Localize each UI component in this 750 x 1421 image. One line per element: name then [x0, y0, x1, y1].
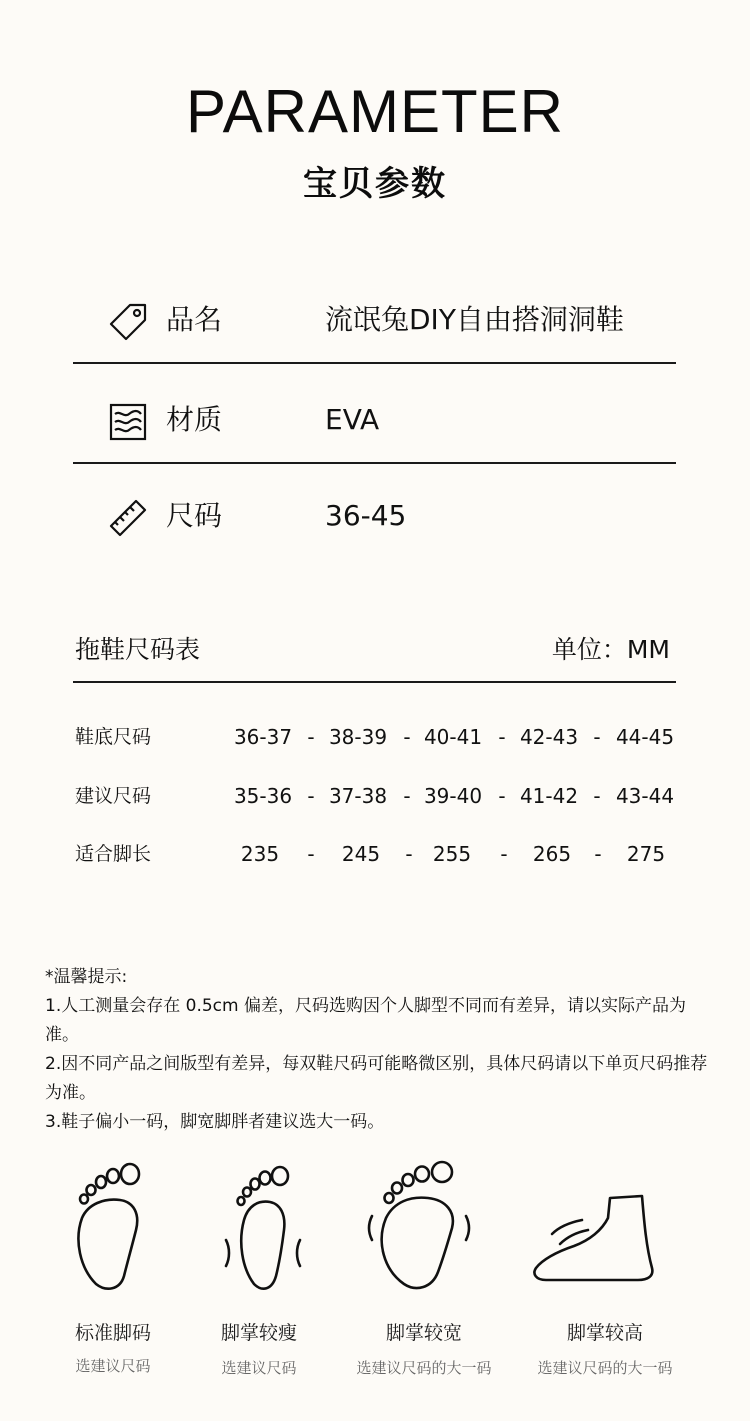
size-cell: 35-36: [233, 784, 293, 808]
tip-item: 1.人工测量会存在 0.5cm 偏差，尺码选购因个人脚型不同而有差异，请以实际产品为准。: [45, 996, 686, 1045]
size-separator: -: [307, 725, 315, 749]
size-cell: 40-41: [423, 725, 483, 749]
size-row-foot-length: [0, 839, 750, 871]
size-row-label: 建议尺码: [75, 785, 152, 807]
foot-type-title: 脚掌较宽: [385, 1322, 462, 1344]
standard-foot-icon: [60, 1160, 170, 1290]
size-separator: -: [307, 784, 315, 808]
param-row-size: [0, 484, 750, 544]
param-value: 流氓兔DIY自由搭洞洞鞋: [325, 303, 624, 336]
size-separator: -: [594, 842, 602, 866]
page-title-zh: 宝贝参数: [303, 164, 447, 204]
size-cell: 38-39: [328, 725, 388, 749]
size-table-title: 拖鞋尺码表: [75, 635, 201, 664]
ruler-icon: [108, 498, 148, 538]
size-separator: -: [500, 842, 508, 866]
narrow-foot-icon: [210, 1160, 320, 1290]
size-cell: 39-40: [423, 784, 483, 808]
size-cell: 41-42: [519, 784, 579, 808]
size-separator: -: [593, 725, 601, 749]
page-title-en: PARAMETER: [186, 78, 564, 145]
divider: [73, 462, 676, 464]
size-table-unit: 单位：MM: [551, 635, 670, 664]
size-row-recommended: [0, 781, 750, 813]
param-label: 材质: [166, 403, 223, 436]
material-icon: [108, 402, 148, 442]
size-separator: -: [403, 784, 411, 808]
foot-type-title: 脚掌较瘦: [220, 1322, 297, 1344]
foot-type-subtitle: 选建议尺码: [75, 1357, 151, 1375]
tip-item: 3.鞋子偏小一码，脚宽脚胖者建议选大一码。: [45, 1112, 385, 1132]
foot-type-title: 脚掌较高: [566, 1322, 643, 1344]
size-separator: -: [307, 842, 315, 866]
size-cell: 255: [432, 842, 472, 866]
foot-type-subtitle: 选建议尺码的大一码: [356, 1359, 492, 1377]
size-cell: 275: [626, 842, 666, 866]
size-separator: -: [498, 725, 506, 749]
size-cell: 42-43: [519, 725, 579, 749]
size-cell: 37-38: [328, 784, 388, 808]
tip-item: 2.因不同产品之间版型有差异，每双鞋尺码可能略微区别，具体尺码请以下单页尺码推荐为准。: [45, 1054, 708, 1103]
wide-foot-icon: [366, 1160, 476, 1290]
size-cell: 235: [240, 842, 280, 866]
size-separator: -: [593, 784, 601, 808]
size-cell: 245: [341, 842, 381, 866]
param-label: 尺码: [166, 499, 223, 532]
tag-icon: [108, 302, 148, 342]
size-cell: 36-37: [233, 725, 293, 749]
param-row-material: [0, 388, 750, 448]
foot-type-subtitle: 选建议尺码的大一码: [537, 1359, 673, 1377]
tips: [45, 963, 715, 1137]
param-value: EVA: [325, 403, 380, 436]
size-separator: -: [498, 784, 506, 808]
size-separator: -: [403, 725, 411, 749]
param-value: 36-45: [325, 499, 407, 532]
param-label: 品名: [166, 303, 223, 336]
foot-type-title: 标准脚码: [74, 1322, 151, 1344]
divider: [73, 362, 676, 364]
divider: [73, 681, 676, 683]
size-row-label: 适合脚长: [75, 843, 152, 865]
tips-heading: *温馨提示:: [45, 967, 128, 987]
size-separator: -: [405, 842, 413, 866]
size-cell: 265: [532, 842, 572, 866]
param-row-name: [0, 288, 750, 348]
foot-type-subtitle: 选建议尺码: [221, 1359, 297, 1377]
size-row-label: 鞋底尺码: [75, 726, 152, 748]
size-row-sole: [0, 722, 750, 754]
size-cell: 44-45: [615, 725, 675, 749]
high-instep-foot-icon: [530, 1190, 660, 1290]
size-cell: 43-44: [615, 784, 675, 808]
